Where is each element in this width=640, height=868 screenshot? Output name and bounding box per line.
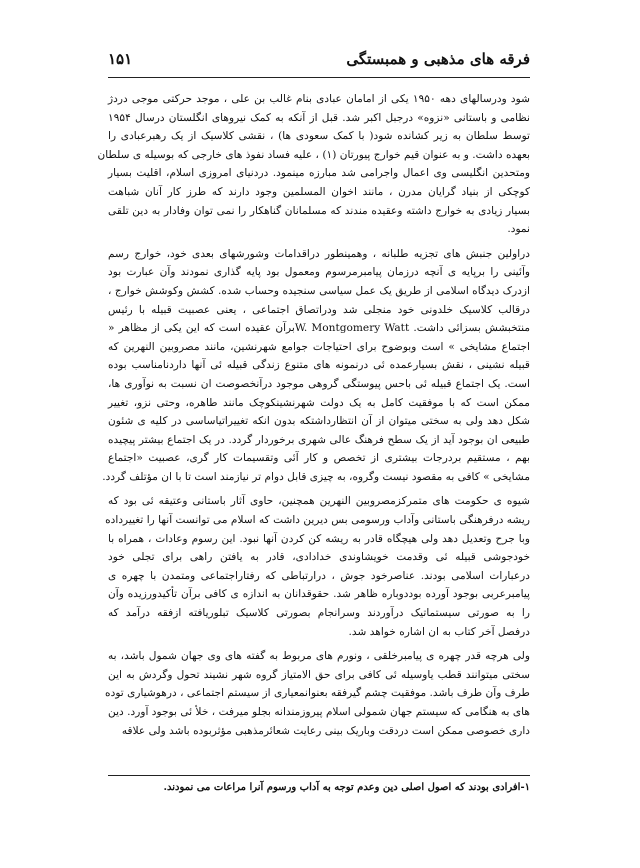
running-header bbox=[108, 48, 530, 74]
text-line: پیامبرعربی بوجود آورده بوددوباره ظاهر شد. حقوقدانان به اندازه ی کافی برآن تأکیدورزیده وآن bbox=[108, 588, 530, 601]
text-line: درفصل آخر کتاب به ان اشاره خواهد شد. bbox=[348, 625, 530, 638]
text-line: بهم ، مستقیم بردرجات بیشتری از تخصص و کار آئی وتقسیمات کار گری، عصبیت «اجتماع bbox=[108, 452, 530, 465]
text-line: داری خصوصی ممکن است دردقت وباریک بینی رعایت شعائرمذهبی مؤثربوده باشد ولی علاقه bbox=[121, 724, 530, 737]
text-line: ولی هرچه قدر چهره ی پیامبرخلقی ، ونورم های مربوط به گفته های وی جهان شمول باشد، به bbox=[108, 650, 530, 663]
text-line: وبا جرح وتعدیل دهد ولی هیچگاه قادر به ریشه کن کردن آنها نبود. این رسوم وعادات ، همراه با bbox=[108, 532, 530, 545]
text-line: طرف وآن طرف باشد. موفقیت چشم گیرفقه بعنوانمعیاری از سیستم اجتماعی ، درهوشیاری توده bbox=[105, 687, 530, 700]
text-line: شیوه ی حکومت های متمرکزمصروبین النهرین همچنین، حاوی آثار باستانی وعتیقه ئی بود که bbox=[108, 495, 530, 508]
footnote-rule bbox=[108, 775, 530, 776]
text-line: توسط سلطان به زیر کشانده شود( با کمک سعودی ها) ، نقشی کلاسیک از یک رهبرعبادی را bbox=[108, 130, 530, 143]
running-header-title: فرقه های مذهبی و همبستگی bbox=[346, 50, 530, 68]
paragraph bbox=[102, 245, 531, 487]
text-line: درعبارات اسلامی بودند. عناصرخود جوش ، درارتباطی که رفتاراجتماعی ومتمدن با چهره ی bbox=[108, 569, 530, 582]
body-text bbox=[97, 90, 531, 740]
text-line: خودجوشی قبیله ئی وقدمت خویشاوندی خدادادی، قادر به یافتن راهی برای تجلی خود bbox=[108, 551, 530, 564]
text-line: نمود. bbox=[507, 223, 530, 236]
header-rule bbox=[108, 77, 530, 78]
text-line: وآئینی را برپایه ی آنچه درزمان پیامبرمرسوم ومعمول بود پایه گذاری نمودند وآن عبارت بود bbox=[108, 266, 530, 279]
text-line: اجتماع مشایخی » است وبوضوح برای احتیاجات جوامع شهرنشین، مانند مصروبین النهرین که bbox=[108, 340, 530, 353]
text-line: قبیله نشینی ، نقش بسیارعمده ئی درنمونه های متنوع زندگی قبیله ئی آنها داردنامناسب بوده bbox=[108, 359, 530, 372]
text-line: دراولین جنبش های تجزیه طلبانه ، وهمینطور دراقدامات وشورشهای بعدی خود، خوارج رسم bbox=[108, 247, 530, 260]
text-line: ومتحدین انگلیسی وی اعمال واجرامی شد مبارزه مینمود. دردنیای امروزی اسلام، اقلیت بسیار bbox=[108, 167, 530, 180]
paragraph bbox=[105, 647, 530, 740]
text-line: سختی میتوانند قطب یاوسیله ئی کافی برای حق الامتیاز گروه شهر نشیند تحول وگردش به این bbox=[108, 668, 530, 681]
text-line: بعهده داشت. و به عنوان قیم خوارج پیورتان (۱) ، علیه فساد نفوذ های خارجی که بوسیله ی سلطان bbox=[97, 148, 530, 161]
text-line: شود ودرسالهای دهه ۱۹۵۰ یکی از امامان عبادی بنام غالب بن علی ، موجد حرکتی موجی دردژ bbox=[108, 93, 530, 105]
paragraph bbox=[105, 492, 530, 641]
paragraph bbox=[97, 90, 530, 239]
text-line: ازدرک دیدگاه اسلامی از طریق یک عمل سیاسی سنجیده وحساب شده. کشش وکوشش خوارج ، bbox=[108, 284, 530, 297]
text-line: ممکن است که با موفقیت کامل به یک دولت شهرنشینکوچک مانند طاهره، وحتی نزو، تغییر bbox=[108, 396, 530, 409]
text-line: کوچکی از بنیاد گرایان مدرن ، مانند اخوان المسلمین وجود دارند که طرز کار آنان شباهت bbox=[108, 185, 530, 198]
text-line: درقالب کلاسیک خلدونی خود منجلی شد ودراتصاق اجتماعی ، یعنی عصبیت قبیله با رئیس bbox=[108, 303, 530, 316]
text-line: شکل دهد ولی به سختی میتوان از آن انتظارداشتکه بدون انکه تغییراتیاساسی در کلیه ی شئون bbox=[108, 415, 530, 428]
text-line: است. یک اجتماع قبیله ئی باحس پیوستگی گروهی موجود درآنخصوصت ان نسبت به نوآوری ها، bbox=[108, 377, 530, 390]
page-number: ۱۵۱ bbox=[108, 50, 133, 68]
text-line: نظامی و باستانی «نزوه» درجبل اکبر شد. قبل از آنکه به کمک نیروهای انگلستان درسال ۱۹۵۴ bbox=[108, 111, 530, 124]
text-line: مشایخی » کافی به مقصود نیست وگروه، به چیزی قابل دوام تر نیازمند است تا با ان مؤتلف گردد. bbox=[102, 470, 530, 483]
text-line: ریشه درفرهنگی باستانی وآداب ورسومی بس دیرین داشت که اسلام می توانست آنها را تغییرداده bbox=[105, 514, 530, 527]
text-line: طبیعی ان بوجود آید از یک سطح فرهنگ عالی شهری برخوردار گردد. در یک اجتماع بیشتر پیچیده bbox=[108, 433, 530, 446]
text-line: های به هنگامی که سیستم جهان شمولی اسلام پیروزمندانه بجلو میرفت ، خلأ ئی بوجود آورد. دین bbox=[108, 706, 530, 718]
footnote: ۱-افرادی بودند که اصول اصلی دین وعدم توجه به آداب ورسوم آنرا مراعات می نمودند. bbox=[163, 782, 530, 793]
text-line: را به صورتی سیستماتیک درآوردند وسرانجام بصورتی کلاسیک تبلوریافته ازفقه درآمد که bbox=[108, 607, 530, 620]
text-line: بسیار زیادی به خوارج داشته وعقیده مندند که مسلمانان گناهکار را نمی توان وفادار به دین تلقی bbox=[108, 204, 530, 217]
text-line: منتخبشش بسزائی داشت. W. Montgomery Wattبرآن عقیده است که این یکی از مظاهر « bbox=[108, 322, 531, 335]
